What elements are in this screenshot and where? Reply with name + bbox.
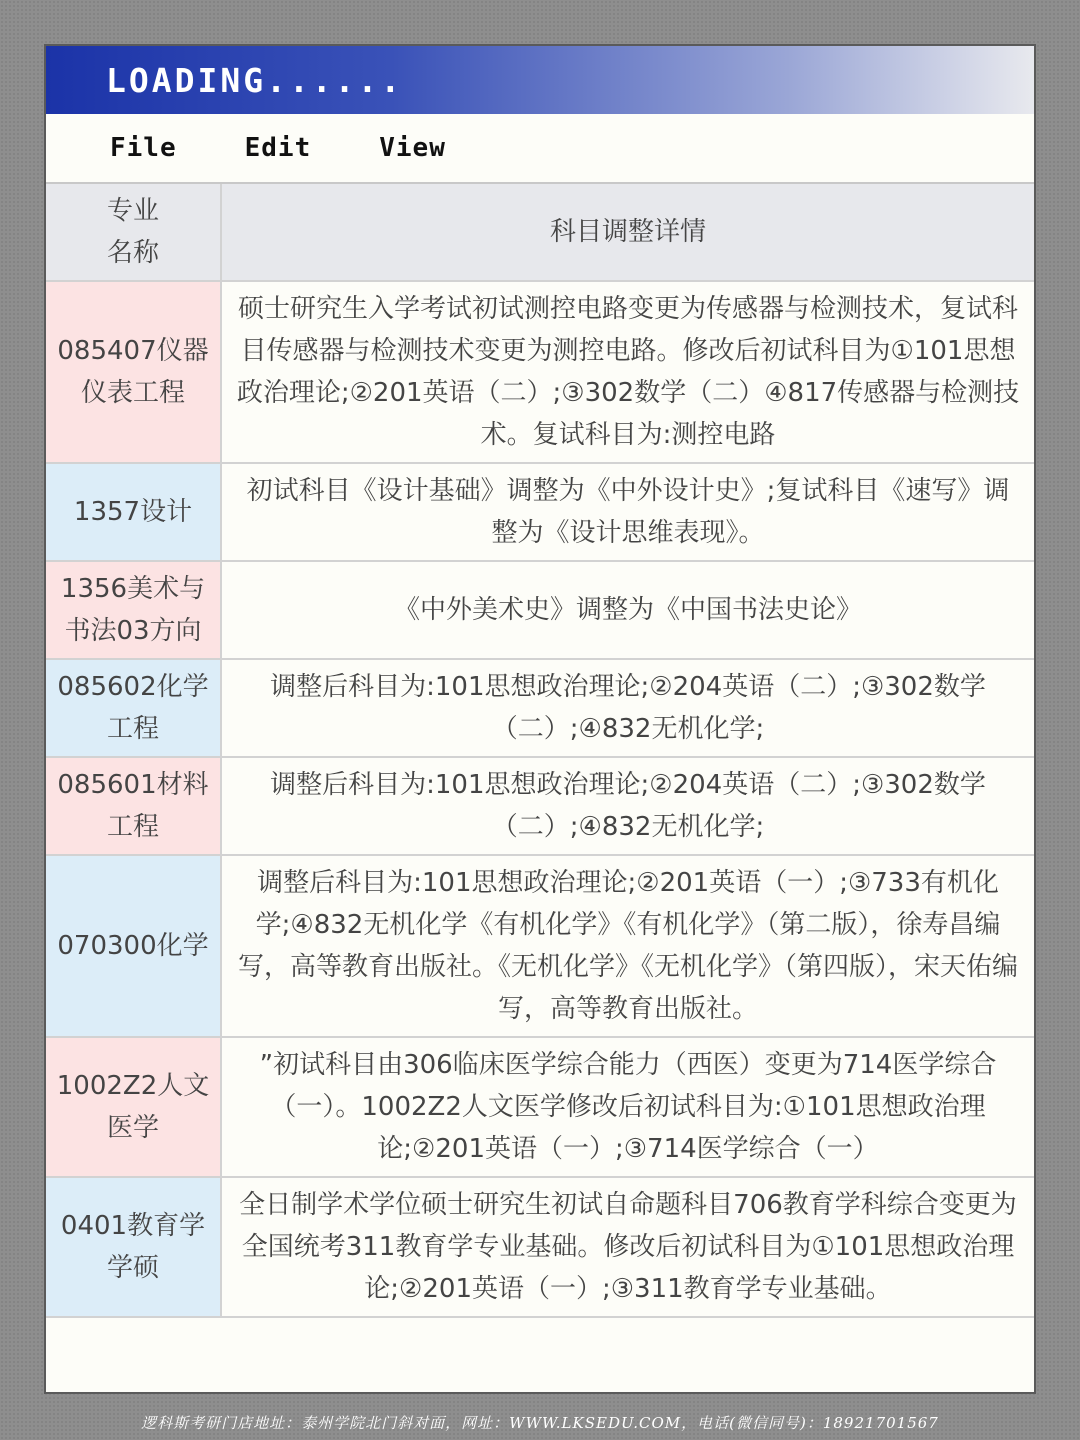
row-detail: 初试科目《设计基础》调整为《中外设计史》;复试科目《速写》调整为《设计思维表现》。 [246, 476, 1010, 548]
menu-view[interactable]: View [379, 133, 446, 163]
table-row [46, 856, 1034, 1038]
table-row [46, 660, 1034, 758]
title-bar[interactable] [46, 46, 1034, 114]
row-major-name: 085601材料工程 [46, 758, 222, 854]
row-detail: 调整后科目为:101思想政治理论;②201英语（一）;③733有机化学;④832无机化学《有机化学》《有机化学》（第二版），徐寿昌编写，高等教育出版社。《无机化学》《无机化学》（第四版），宋天佑编写，高等教育出版社。 [237, 868, 1018, 1024]
row-major-name: 085407仪器仪表工程 [46, 282, 222, 462]
table-row [46, 1038, 1034, 1178]
table-row [46, 1178, 1034, 1318]
app-window [44, 44, 1036, 1394]
row-major-name: 1002Z2人文医学 [46, 1038, 222, 1176]
row-major-name: 1357设计 [46, 464, 222, 560]
row-detail: 全日制学术学位硕士研究生初试自命题科目706教育学科综合变更为全国统考311教育学专业基础。修改后初试科目为①101思想政治理论;②201英语（一）;③311教育学专业基础。 [239, 1190, 1017, 1304]
menu-file[interactable]: File [110, 133, 177, 163]
table-row [46, 758, 1034, 856]
table-row [46, 282, 1034, 464]
window-title: LOADING...... [106, 60, 404, 100]
row-major-name: 1356美术与书法03方向 [46, 562, 222, 658]
menu-edit[interactable]: Edit [244, 133, 312, 163]
menu-bar [46, 114, 1034, 184]
header-detail-label: 科目调整详情 [549, 217, 706, 247]
header-major-name [46, 184, 222, 280]
window-bottom-area [46, 1318, 1034, 1394]
row-detail: 调整后科目为:101思想政治理论;②204英语（二）;③302数学（二）;④832无机化学; [270, 672, 986, 744]
subject-adjustment-table [46, 184, 1034, 1318]
row-detail: 硕士研究生入学考试初试测控电路变更为传感器与检测技术，复试科目传感器与检测技术变更为测控电路。修改后初试科目为①101思想政治理论;②201英语（二）;③302数学（二）④817传感器与检测技术。复试科目为:测控电路 [236, 294, 1020, 450]
row-major-name: 0401教育学学硕 [46, 1178, 222, 1316]
table-row [46, 562, 1034, 660]
header-major-name-label: 专业 名称 [106, 196, 159, 268]
footer-contact-line: 逻科斯考研门店地址：泰州学院北门斜对面，网址：WWW.LKSEDU.COM，电话(微信同号)：18921701567 [141, 1414, 939, 1432]
row-major-name: 085602化学工程 [46, 660, 222, 756]
table-row [46, 464, 1034, 562]
table-header-row [46, 184, 1034, 282]
row-detail: ”初试科目由306临床医学综合能力（西医）变更为714医学综合（一）。1002Z2人文医学修改后初试科目为:①101思想政治理论;②201英语（一）;③714医学综合（一） [259, 1050, 997, 1164]
row-detail: 调整后科目为:101思想政治理论;②204英语（二）;③302数学（二）;④832无机化学; [270, 770, 986, 842]
row-detail: 《中外美术史》调整为《中国书法史论》 [393, 595, 862, 625]
row-major-name: 070300化学 [46, 856, 222, 1036]
header-detail [222, 184, 1034, 280]
